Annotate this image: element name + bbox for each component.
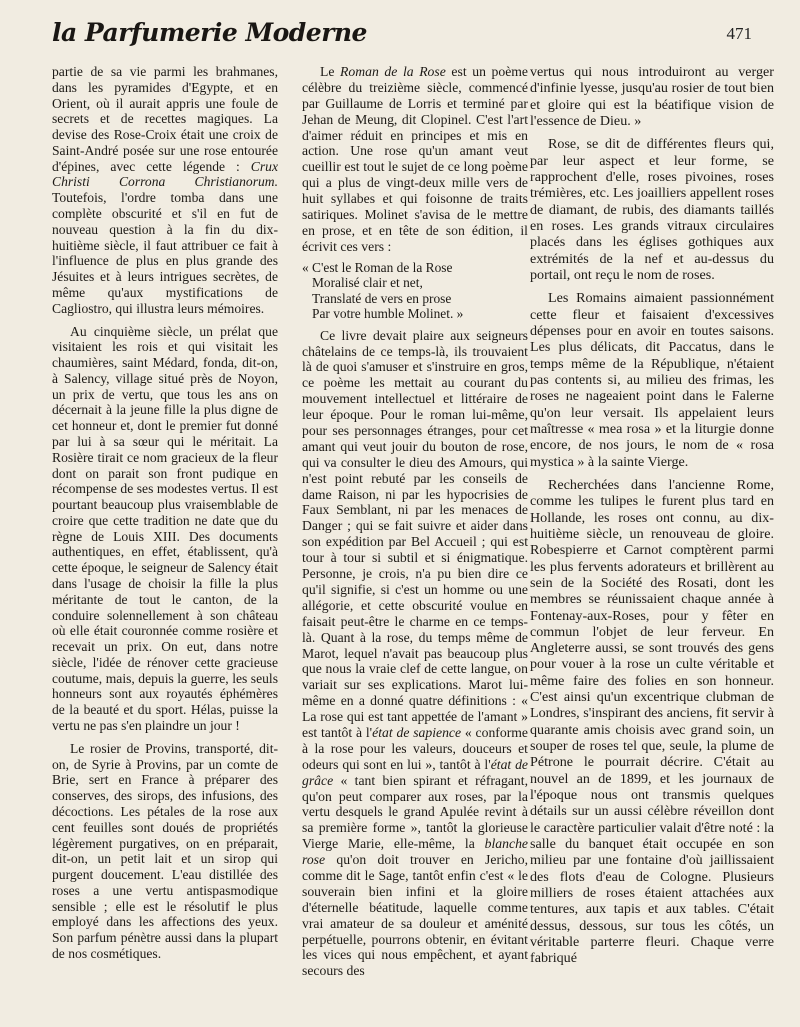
paragraph xyxy=(302,328,528,980)
verse-line: Par votre humble Molinet. » xyxy=(312,306,464,322)
emphasis: blanche rose xyxy=(302,836,528,868)
paragraph: Les Romains aimaient passionnément cette fleur et faisaient d'excessives dépenses pour en avoir en toutes saisons. Les plus délicats, dit Paccatus, dans le temps même de la République, n'étaient pas contents si, au milieu des frimas, les roses ne nageaient point dans le Falerne qu'on leur versait. Ils appelaient leurs maîtresse « mea rosa » et la liturgie donne encore, de nos jours, le nom de « rosa mystica » à la sainte Vierge. xyxy=(530,290,774,470)
column-2 xyxy=(302,64,528,979)
text-run: qu'on doit trouver en Jericho, comme dit le Sage, tantôt enfin c'est « le souverain bien infini et la gloire d'éternelle béatitude, laquelle comme vrai amateur de sa douleur et aménité perpétuelle, pourrons obtenir, en évitant les vices qui nous empêchent, et ayant secours des xyxy=(302,852,528,979)
text-run: Ce livre devait plaire aux seigneurs châtelains de ce temps-là, ils trouvaient là de quoi s'amuser et s'instruire en gros, ce poème les mettait au courant du mouvement intellectuel et littéraire de leur époque. Pour le roman lui-même, pour ses personnages étranges, pour cet amant qui veut jouir du bouton de rose, qui va consulter le dieu des Amours, qui n'est point rebuté par les conseils de dame Raison, ni par les hypocrisies de Faux Semblant, ni par les menaces de Danger ; qui se fait suivre et aider dans son expédition par Bel Accueil ; qui est tour à tour si subtil et si énigmatique. Personne, je crois, n'a pu bien dire ce qu'il signifie, si c'est un homme ou une allégorie, et cette obscurité voulue en faisait peut-être le charme en ce temps-là. Quant à la rose, du temps même de Marot, lequel n'avait pas beaucoup plus que nous la vraie clef de cette langue, on variait sur ses explications. Marot lui-même en a donné quatre définitions : « La rose qui est tant appettée de l'amant » est tantôt à l' xyxy=(302,327,528,740)
paragraph: Le rosier de Provins, transporté, dit-on, de Syrie à Provins, par un comte de Brie, sert en France à préparer des conserves, des sirops, des infusions, des décoctions. Les pétales de la rose aux cent feuilles sont doués de propriétés légèrement purgatives, on en préparait, dit-on, un petit lait et un sirop qui purgent doucement. L'eau distillée des roses a une vertu antispasmodique sensible ; elle est le résolutif le plus employé dans les affections des yeux. Son parfum pénètre aussi dans la plupart de nos cosmétiques. xyxy=(52,740,278,961)
text-run: « conforme à la rose pour les valeurs, douceurs et odeurs qui sont en lui », tantôt à l' xyxy=(302,724,528,772)
article-body xyxy=(52,64,778,984)
page-number: 471 xyxy=(726,24,752,43)
paragraph: Recherchées dans l'ancienne Rome, comme les tulipes le furent plus tard en Hollande, les roses ont connu, au dix-huitième siècle, un renouveau de gloire. Robespierre et Carnot comptèrent parmi les plus fervents adorateurs et brillèrent au sein de la Société des Rosati, dont les membres se réunissaient chaque année à Fontenay-aux-Roses, pour y fêter en commun l'objet de leur ferveur. En Angleterre aussi, se sont trouvés des gens pour vouer à la rose un culte véritable et même faire des folies en son honneur. C'est ainsi qu'un excentrique clubman de Londres, s'inspirant des anciens, fit servir à quarante amis choisis avec grand soin, un souper de roses tel que, seule, la plume de Pétrone le pourrait décrire. C'était au nouvel an de 1899, et les journaux de l'époque nous ont transmis quelques détails sur un aussi célèbre réveillon dont le caractère particulier valait d'être noté : la salle du banquet était occupée en son milieu par une fontaine d'où jaillissaient des flots d'eau de Cologne. Plusieurs milliers de roses étaient attachées aux tentures, aux tapis et aux tables. C'était dessus, dessous, sur tous les côtés, un véritable parterre fleuri. Chaque verre fabriqué xyxy=(530,476,774,967)
emphasis: état de grâce xyxy=(302,756,528,788)
paragraph: vertus qui nous introduiront au verger d'infinie lyesse, jusqu'au rosier de tout bien et gloire qui est la béatifique vision de l'essence de Dieu. » xyxy=(530,64,774,129)
text-run: Toutefois, l'ordre tomba dans une complète obscurité et s'il en fut de nouveau question à la fin du dix-huitième siècle, il faut attribuer ce fait à l'influence de plus en plus grande des Jésuites et à leurs intrigues secrètes, de même qu'aux mystifications de Cagliostro, qui illustra leurs mémoires. xyxy=(52,190,278,316)
column-3 xyxy=(530,64,774,967)
magazine-logo: la Parfumerie Moderne xyxy=(52,18,367,47)
page-header xyxy=(52,18,752,58)
verse-line: « C'est le Roman de la Rose xyxy=(302,259,453,275)
verse-quote xyxy=(302,260,528,322)
verse-line: Translaté de vers en prose xyxy=(312,290,452,306)
paragraph: Rose, se dit de différentes fleurs qui, par leur aspect et leur forme, se rapprochent d'elle, roses pivoines, roses trémières, etc. Les joailliers appellent roses de diamant, de rubis, des diamants taillés en roses. Les grands vitraux circulaires placés dans les églises gothiques aux extrémités de la nef et au-dessus du portail, ont reçu le nom de roses. xyxy=(530,136,774,283)
text-run: Le xyxy=(320,64,335,79)
text-run: « tant bien spirant et réfragant, qu'on peut comparer aux roses, par la vertu desquels le grand Apulée revint à sa première forme », tantôt la glorieuse Vierge Marie, elle-même, la xyxy=(302,772,528,852)
text-run: est un poème célèbre du treizième siècle, commencé par Guillaume de Lorris et terminé par Jehan de Meung, dit Clopinel. C'est l'art d'aimer réduit en principes et mis en action. Une rose qu'un amant veut cueillir est tout le sujet de ce long poème qui a plus de vingt-deux mille vers de huit syllabes et qui foisonne de traits satiriques. Molinet s'avisa de le mettre en prose, et en tête de son édition, il écrivit ces vers : xyxy=(302,64,529,254)
book-title: Roman de la Rose xyxy=(340,64,446,79)
paragraph: Au cinquième siècle, un prélat que visitaient les rois et qui visitait les chaumières, saint Médard, fonda, dit-on, à Salency, village situé près de Noyon, un prix de vertu, que tous les ans on décernait à la jeune fille la plus digne de cet honneur et, dont le premier fut donné par lui à sa sœur qui le méritait. La Rosière tirait ce nom gracieux de la fleur dont on parait son front pudique en récompense de ses modestes vertus. Il est pourtant beaucoup plus vraisemblable de croire que cette tradition ne date que du règne de Louis XIII. Des documents authentiques, en effet, établissent, qu'à cette époque, le seigneur de Salency était dans l'usage de choisir la fille la plus méritante de tout le canton, de la conduire solennellement à son château où elle était couronnée comme rosière et recevait un prix. On eut, dans notre siècle, l'idée de rénover cette gracieuse coutume, mais, depuis la guerre, les seuls honneurs sont aux royautés éphémères de la beauté et du sport. Hélas, puisse la vertu ne pas s'en plaindre un jour ! xyxy=(52,323,278,734)
paragraph xyxy=(302,64,528,255)
latin-motto: Crux Christi Corrona Christianorum. xyxy=(52,158,278,190)
text-run: partie de sa vie parmi les brahmanes, dans les pyramides d'Egypte, et en Orient, où il aurait appris une foule de secrets et de recettes magiques. La devise des Rose-Croix était une croix de Saint-André posée sur une rose entourée d'épines, avec cette légende : xyxy=(52,64,278,174)
emphasis: état de sapience xyxy=(372,724,462,740)
verse-line: Moralisé clair et net, xyxy=(312,275,423,291)
paragraph xyxy=(52,64,278,317)
column-1 xyxy=(52,64,278,962)
